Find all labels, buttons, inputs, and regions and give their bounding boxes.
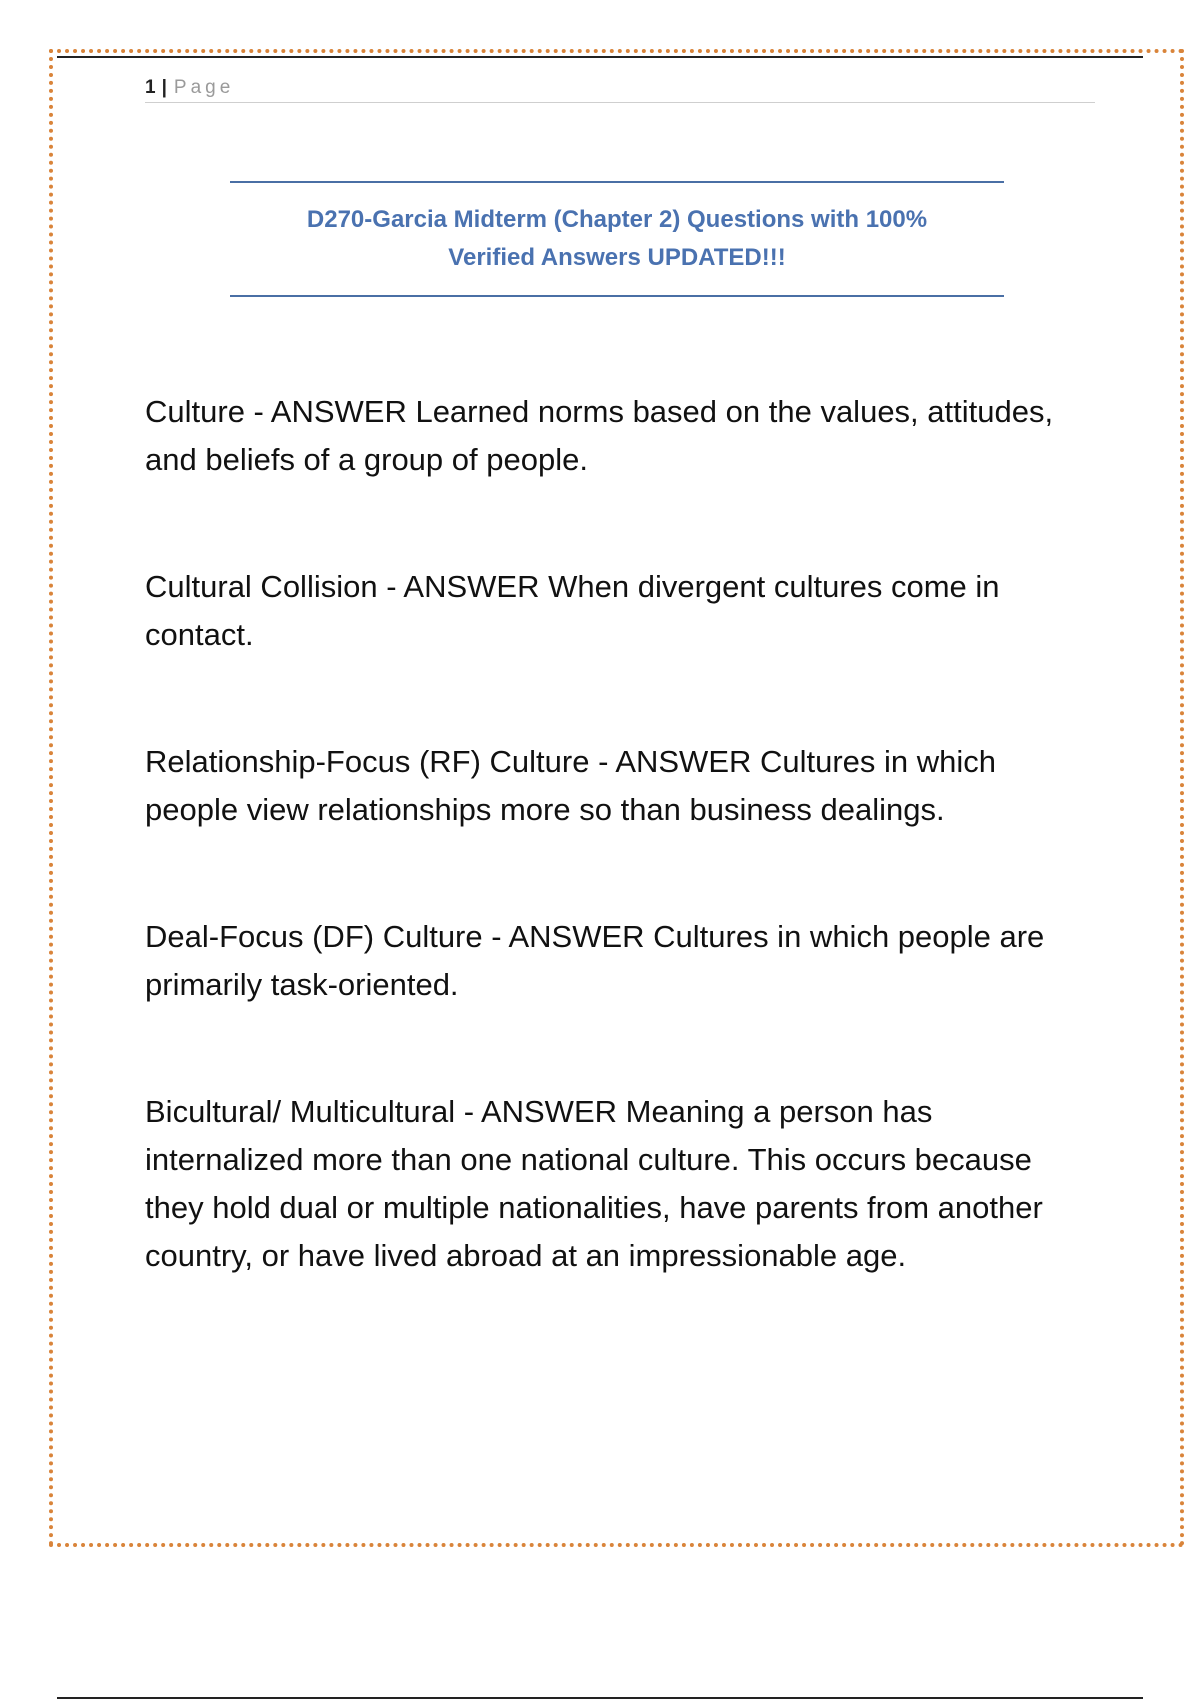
qa-entry-cultural-collision: Cultural Collision - ANSWER When divergent cultures come in contact. (145, 569, 1000, 652)
page-label: Page (173, 77, 235, 98)
qa-entry-culture: Culture - ANSWER Learned norms based on the values, attitudes, and beliefs of a group of people. (145, 394, 1054, 477)
page-separator: | (161, 77, 167, 98)
qa-entry-deal-focus: Deal-Focus (DF) Culture - ANSWER Cultures in which people are primarily task-oriented. (145, 919, 1045, 1002)
bottom-rule (57, 1697, 1143, 1699)
top-rule (57, 56, 1143, 58)
qa-entry-bicultural: Bicultural/ Multicultural - ANSWER Meaning a person has internalized more than one national culture. This occurs because they hold dual or multiple nationalities, have parents from another country, or have lived abroad at an impressionable age. (145, 1094, 1043, 1273)
document-title: D270-Garcia Midterm (Chapter 2) Questions with 100% Verified Answers UPDATED!!! (306, 206, 928, 271)
qa-list (145, 388, 1095, 1359)
document-title-box (230, 181, 1004, 297)
qa-entry-relationship-focus: Relationship-Focus (RF) Culture - ANSWER Cultures in which people view relationships more so than business dealings. (145, 744, 997, 827)
page-header (145, 74, 1095, 103)
page-number: 1 (145, 77, 156, 98)
